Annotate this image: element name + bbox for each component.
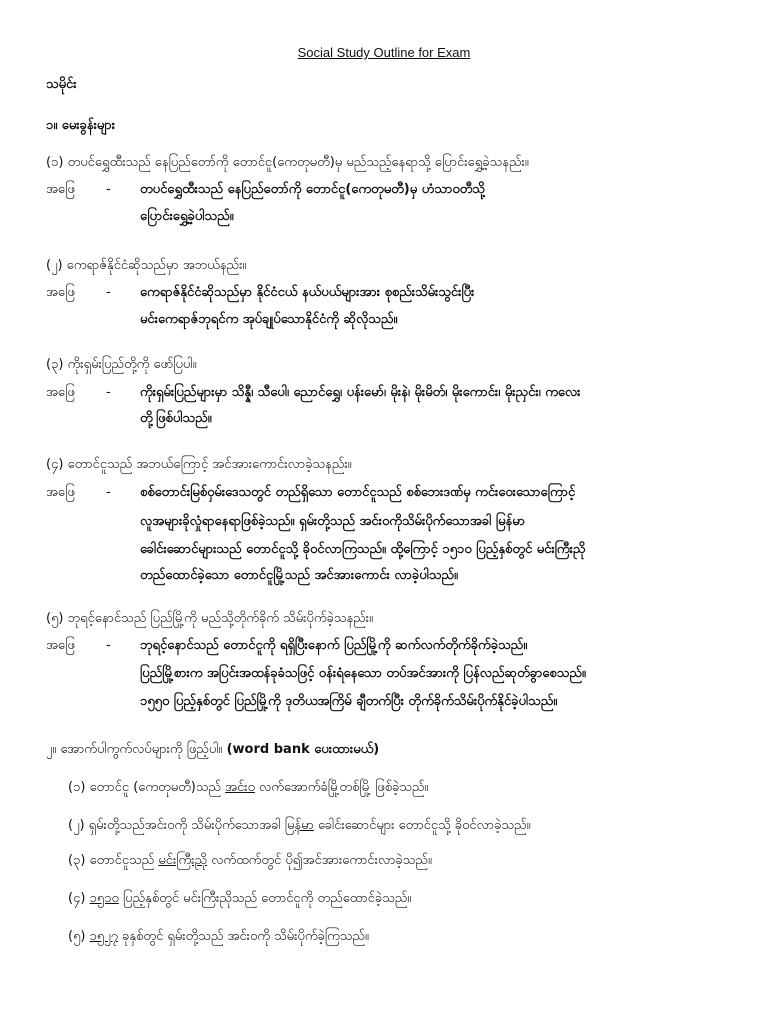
answer-dash: - (106, 182, 111, 197)
fill-item-4 (68, 890, 411, 908)
answer-4-line: လူအများခိုလှုံရာနေရာဖြစ်ခဲ့သည်။ ရှမ်းတို့သည် အင်းဝကိုသိမ်းပိုက်သောအခါ မြန်မာ (140, 514, 525, 529)
chapter-heading: သမိုင်း (46, 77, 77, 92)
answer-dash: - (106, 285, 111, 300)
answer-dash: - (106, 485, 111, 500)
question-1: (၁) တပင်ရွှေထီးသည် နေပြည်တော်ကို တောင်ငူ(ကေတုမတီ)မှ မည်သည့်နေရာသို့ ပြောင်းရွှေ့ခဲ့သနည်း။ (46, 155, 529, 170)
fill-text: ခေါင်းဆောင်များ တောင်ငူသို့ ခိုဝင်လာခဲ့သည်။ (313, 818, 531, 833)
fill-blank: ၁၅၁၀ (89, 891, 119, 906)
answer-4-line: တည်ထောင်ခဲ့သော တောင်ငူမြို့သည် အင်အားကောင်း လာခဲ့ပါသည်။ (140, 568, 458, 583)
answer-3-line: ကိုးရှမ်းပြည်များမှာ သိန္နီ၊ သီပေါ၊ ညောင်ရွှေ၊ ပန်းမော်၊ မိုးနဲ၊ မိုးမိတ်၊ မိုးကောင်း၊ မိုးညှင်း၊ ကလေး (140, 385, 581, 400)
fill-blank: ၁၅၂၇ (89, 929, 118, 944)
answer-1-line: ပြောင်းရွှေ့ခဲ့ပါသည်။ (140, 209, 234, 224)
answer-1-line: တပင်ရွှေထီးသည် နေပြည်တော်ကို တောင်ငူ(ကေတုမတီ)မှ ဟံသာဝတီသို့ (140, 182, 485, 197)
section-2-heading (46, 741, 379, 759)
fill-item-5 (68, 928, 369, 946)
question-4: (၄) တောင်ငူသည် အဘယ်ကြောင့် အင်အားကောင်းလာခဲ့သနည်း။ (46, 457, 352, 472)
answer-2-line: ကေရာဇ်နိုင်ငံဆိုသည်မှာ နိုင်ငံငယ် နယ်ပယ်များအား စုစည်းသိမ်းသွင်းပြီး (140, 285, 475, 300)
answer-4-line: ခေါင်းဆောင်များသည် တောင်ငူသို့ ခိုဝင်လာကြသည်။ ထို့ကြောင့် ၁၅၁၀ ပြည့်နှစ်တွင် မင်းကြီးညို (140, 542, 586, 557)
fill-text: (၅) (68, 929, 90, 944)
document-title: Social Study Outline for Exam (297, 45, 471, 60)
answer-5-line: ၁၅၅၀ ပြည့်နှစ်တွင် ပြည်မြို့ကို ဒုတိယအကြိမ် ချီတက်ပြီး တိုက်ခိုက်သိမ်းပိုက်နိုင်ခဲ့ပါသည်။ (140, 694, 558, 709)
answer-2-line: မင်းကေရာဇ်ဘုရင်က အုပ်ချုပ်သောနိုင်ငံကို ဆိုလိုသည်။ (140, 312, 398, 327)
fill-blank: မြန်မာ (284, 818, 314, 833)
answer-label: အဖြေ (46, 385, 75, 400)
fill-blank: မင်းကြီးညို (158, 853, 208, 868)
fill-text: ခုနှစ်တွင် ရှမ်းတို့သည် အင်းဝကို သိမ်းပိုက်ခဲ့ကြသည်။ (117, 929, 369, 944)
answer-label: အဖြေ (46, 485, 75, 500)
answer-label: အဖြေ (46, 182, 75, 197)
section-1-heading: ၁။ မေးခွန်းများ (46, 118, 116, 133)
question-3: (၃) ကိုးရှမ်းပြည်တို့ကို ဖော်ပြပါ။ (46, 357, 197, 372)
section-2-lead: ၂။ အောက်ပါကွက်လပ်များကို ဖြည့်ပါ။ (46, 742, 227, 757)
answer-label: အဖြေ (46, 638, 75, 653)
fill-blank: အင်းဝ (225, 780, 255, 795)
answer-5-line: ပြည်မြို့စားက အပြင်းအထန်ခုခံသဖြင့် ဝန်းရံနေသော တပ်အင်အားကို ပြန်လည်ဆုတ်ခွာစေသည်။ (140, 666, 586, 681)
answer-label: အဖြေ (46, 285, 75, 300)
word-bank-note: (word bank ပေးထားမယ်) (226, 742, 380, 757)
fill-text: (၂) ရှမ်းတို့သည်အင်းဝကို သိမ်းပိုက်သောအခါ (68, 818, 285, 833)
fill-item-3 (68, 852, 432, 870)
fill-item-2 (68, 817, 531, 835)
answer-4-line: စစ်တောင်းမြစ်ဝှမ်းဒေသတွင် တည်ရှိသော တောင်ငူသည် စစ်ဘေးဒဏ်မှ ကင်းဝေးသောကြောင့် (140, 485, 576, 500)
fill-text: (၁) တောင်ငူ (ကေတုမတီ)သည် (68, 780, 226, 795)
answer-dash: - (106, 638, 111, 653)
fill-text: လက်အောက်ခံမြို့တစ်မြို့ ဖြစ်ခဲ့သည်။ (254, 780, 429, 795)
fill-item-1 (68, 779, 428, 797)
answer-5-line: ဘုရင့်နောင်သည် တောင်ငူကို ရရှိပြီးနောက် ပြည်မြို့ကို ဆက်လက်တိုက်ခိုက်ခဲ့သည်။ (140, 638, 528, 653)
answer-dash: - (106, 385, 111, 400)
question-5: (၅) ဘုရင့်နောင်သည် ပြည်မြို့ကို မည်သို့တိုက်ခိုက် သိမ်းပိုက်ခဲ့သနည်း။ (46, 611, 373, 626)
fill-text: (၄) (68, 891, 90, 906)
answer-3-line: တို့ဖြစ်ပါသည်။ (140, 411, 212, 426)
fill-text: လက်ထက်တွင် ပို၍အင်အားကောင်းလာခဲ့သည်။ (207, 853, 432, 868)
question-2: (၂) ကေရာဇ်နိုင်ငံဆိုသည်မှာ အဘယ်နည်း။ (46, 258, 247, 273)
fill-text: ပြည့်နှစ်တွင် မင်းကြီးညိုသည် တောင်ငူကို တည်ထောင်ခဲ့သည်။ (118, 891, 412, 906)
fill-text: (၃) တောင်ငူသည် (68, 853, 159, 868)
